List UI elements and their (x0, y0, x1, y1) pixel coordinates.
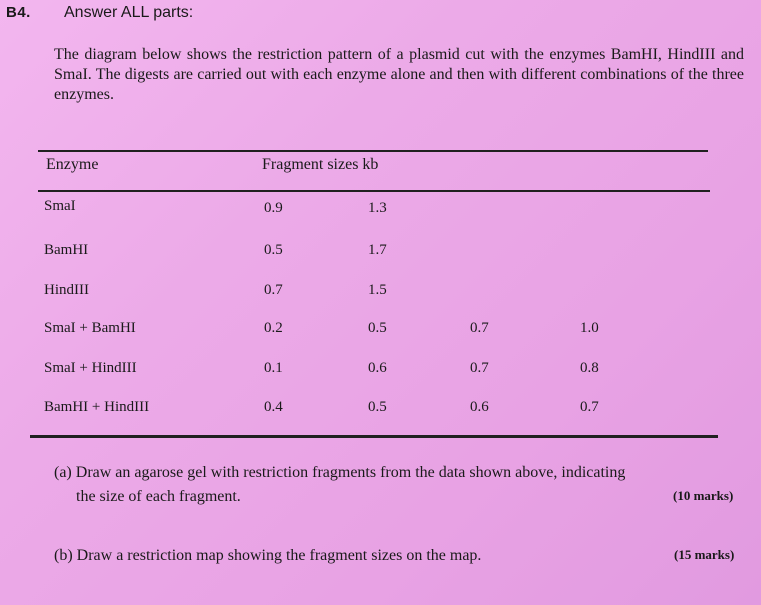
table-row-enzyme: BamHI (44, 242, 89, 258)
table-row-enzyme: SmaI (44, 198, 76, 214)
question-number: B4. (6, 4, 31, 21)
table-cell-fragment: 0.5 (368, 399, 387, 415)
table-header-enzyme: Enzyme (46, 156, 99, 173)
table-cell-fragment: 0.8 (580, 360, 599, 376)
table-cell-fragment: 0.5 (368, 320, 387, 336)
table-row-enzyme: BamHI + HindIII (44, 399, 150, 415)
part-b-marks: (15 marks) (674, 547, 735, 562)
part-b-question: (b) Draw a restriction map showing the fragment sizes on the map. (54, 547, 482, 564)
table-row-enzyme: SmaI + BamHI (44, 320, 136, 336)
table-cell-fragment: 0.9 (264, 200, 283, 216)
table-header-rule (38, 190, 710, 192)
table-cell-fragment: 0.7 (470, 360, 489, 376)
table-cell-fragment: 0.1 (264, 360, 283, 376)
table-bottom-rule (30, 435, 718, 438)
table-cell-fragment: 1.3 (368, 200, 387, 216)
intro-paragraph: The diagram below shows the restriction pattern of a plasmid cut with the enzymes BamHI, HindIII and SmaI. The digests are carried out with each enzyme alone and then with different combinations of the three enzymes. (54, 46, 744, 103)
table-cell-fragment: 0.5 (264, 242, 283, 258)
table-cell-fragment: 0.4 (264, 399, 283, 415)
table-top-rule (38, 150, 708, 152)
part-a-question-continued: the size of each fragment. (76, 488, 241, 505)
table-row-enzyme: HindIII (44, 282, 89, 298)
table-cell-fragment: 1.5 (368, 282, 387, 298)
table-cell-fragment: 0.7 (264, 282, 283, 298)
part-a-question: (a) Draw an agarose gel with restriction fragments from the data shown above, indicating (54, 464, 626, 481)
table-cell-fragment: 0.6 (368, 360, 387, 376)
table-header-fragments: Fragment sizes kb (262, 156, 379, 173)
table-cell-fragment: 0.2 (264, 320, 283, 336)
table-row-enzyme: SmaI + HindIII (44, 360, 137, 376)
table-cell-fragment: 1.0 (580, 320, 599, 336)
table-cell-fragment: 0.7 (580, 399, 599, 415)
instruction-text: Answer ALL parts: (64, 4, 194, 21)
part-a-marks: (10 marks) (673, 488, 734, 503)
table-cell-fragment: 1.7 (368, 242, 387, 258)
table-cell-fragment: 0.7 (470, 320, 489, 336)
table-cell-fragment: 0.6 (470, 399, 489, 415)
